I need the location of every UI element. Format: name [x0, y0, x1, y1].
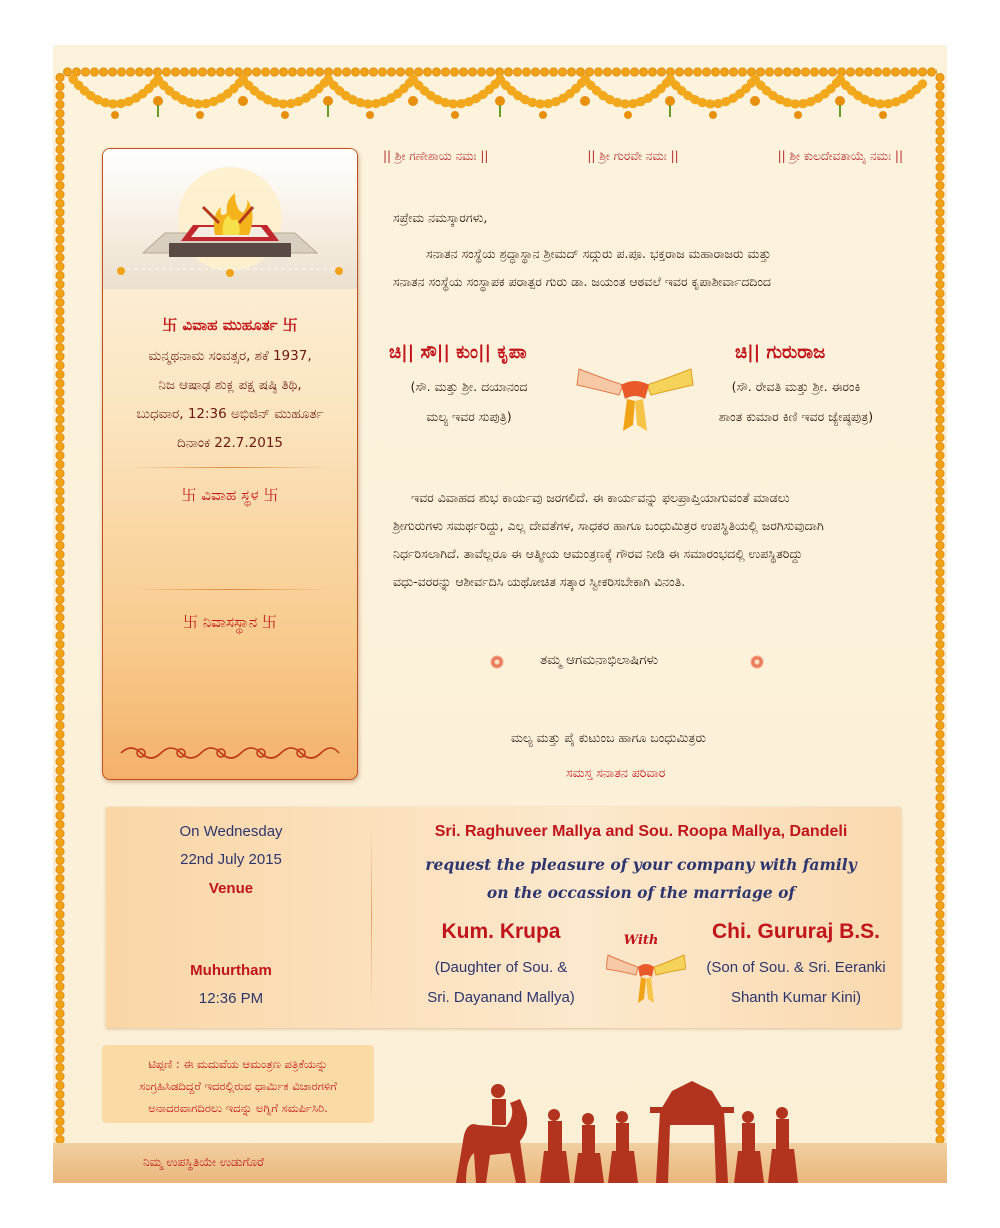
flower-icon: [750, 655, 764, 669]
wedding-knot-icon: [575, 355, 695, 435]
groom-parents-line: Shanth Kumar Kini): [730, 989, 862, 1006]
havan-fire-icon: [103, 149, 357, 289]
marigold-garland-icon: [63, 71, 937, 151]
note-line: ಅನಾದರವಾಗದಿರಲು ಇದನ್ನು ಅಗ್ನಿಗೆ ಸಮರ್ಪಿಸಿರಿ.: [148, 1101, 328, 1115]
note-box: [102, 1045, 374, 1123]
divider: [131, 589, 329, 590]
regards-line: ತಮ್ಮ ಆಗಮನಾಭಿಲಾಷಿಗಳು: [540, 652, 659, 668]
body-line: ಶ್ರೀಗುರುಗಳು ಸಮರ್ಥರಿದ್ದು, ಎಲ್ಲ ದೇವತೆಗಳ, ಸಾಧಕರ ಹಾಗೂ ಬಂಧುಮಿತ್ರರ ಉಪಸ್ಥಿತಿಯಲ್ಲಿ ಜರಗಿಸುವುದಾಗಿ: [393, 518, 824, 533]
english-panel: [106, 807, 901, 1028]
groom-name: Chi. Gururaj B.S.: [711, 920, 881, 943]
muhurta-line: ಮನ್ಮಥನಾಮ ಸಂವತ್ಸರ, ಶಕೆ 1937,: [148, 348, 312, 364]
event-day: On Wednesday: [179, 823, 283, 840]
bride-name: Kum. Krupa: [441, 920, 561, 943]
bride-parents-line: (Daughter of Sou. &: [434, 959, 568, 976]
venue-heading: 卐 ವಿವಾಹ ಸ್ಥಳ 卐: [181, 486, 279, 504]
wedding-knot-icon: [606, 947, 686, 1007]
request-line: request the pleasure of your company with family: [425, 855, 857, 874]
muhurta-date: ದಿನಾಂಕ 22.7.2015: [176, 435, 284, 451]
divider: [371, 827, 372, 1007]
request-line: on the occassion of the marriage of: [486, 883, 796, 902]
mantra-guru: || ಶ್ರೀ ಗುರವೇ ನಮಃ ||: [587, 149, 679, 163]
havan-kund-illustration: [103, 149, 357, 289]
groom-name-kannada: ಚಿ|| ಗುರುರಾಜ: [735, 342, 826, 363]
residence-heading: 卐 ನಿವಾಸಸ್ಥಾನ 卐: [183, 613, 277, 631]
marigold-border-left: [55, 73, 65, 1163]
bride-parents-line: Sri. Dayanand Mallya): [427, 989, 575, 1006]
muhurta-line: ಬುಧವಾರ, 12:36 ಅಭಿಜಿನ್ ಮುಹೂರ್ತ: [136, 406, 324, 422]
blessing-line: ಸನಾತನ ಸಂಸ್ಥೆಯ ಸಂಸ್ಥಾಪಕ ಪರಾತ್ಪರ ಗುರು ಡಾ. ಜಯಂತ ಆಠವಲೆ ಇವರ ಕೃಪಾಶೀರ್ವಾದದಿಂದ: [393, 274, 771, 289]
family-line: ಮಲ್ಯ ಮತ್ತು ಪೈ ಕುಟುಂಬ ಹಾಗೂ ಬಂಧುಮಿತ್ರರು: [511, 730, 707, 745]
bride-parents-line: (ಸೌ. ಮತ್ತು ಶ್ರೀ. ದಯಾನಂದ: [410, 379, 528, 394]
muhurtham-label: Muhurtham: [190, 962, 272, 979]
muhurta-line: ನಿಜ ಆಷಾಢ ಶುಕ್ಲ ಪಕ್ಷ ಷಷ್ಠಿ ತಿಥಿ,: [158, 377, 302, 393]
body-line: ಇವರ ವಿವಾಹದ ಶುಭ ಕಾರ್ಯವು ಜರಗಲಿದೆ. ಈ ಕಾರ್ಯವನ್ನು ಫಲಪ್ರಾಪ್ತಿಯಾಗುವಂತೆ ಮಾಡಲು: [411, 490, 790, 505]
invitation-card: [53, 45, 947, 1183]
with-label: With: [623, 933, 659, 948]
note-line: ಸಂಗ್ರಹಿಸಿಡದಿದ್ದರೆ ಇದರಲ್ಲಿರುವ ಧಾರ್ಮಿಕ ವಿಚಾರಗಳಿಗೆ: [139, 1079, 337, 1093]
marigold-border-right: [935, 73, 945, 1163]
muhurta-panel: [102, 148, 358, 780]
hosts-line: Sri. Raghuveer Mallya and Sou. Roopa Mallya, Dandeli: [434, 823, 848, 840]
footer-text: ನಿಮ್ಮ ಉಪಸ್ಥಿತಿಯೇ ಉಡುಗೊರೆ: [143, 1155, 264, 1169]
mantra-row: [383, 149, 903, 164]
groom-parents-line: (Son of Sou. & Sri. Eeranki: [706, 959, 886, 976]
flower-icon: [490, 655, 504, 669]
body-line: ನಿರ್ಧರಿಸಲಾಗಿದೆ. ತಾವೆಲ್ಲರೂ ಈ ಆತ್ಮೀಯ ಆಮಂತ್ರಣಕ್ಕೆ ಗೌರವ ನೀಡಿ ಈ ಸಮಾರಂಭದಲ್ಲಿ ಉಪಸ್ಥಿತರಿದ್ದು: [393, 546, 803, 561]
note-line: ಟಿಪ್ಪಣಿ : ಈ ಮದುವೆಯ ಆಮಂತ್ರಣ ಪತ್ರಿಕೆಯನ್ನು: [148, 1057, 328, 1071]
venue-label: Venue: [208, 880, 254, 897]
event-date: 22nd July 2015: [180, 851, 282, 868]
mantra-kuladevata: || ಶ್ರೀ ಕುಲದೇವತಾಯೈ ನಮಃ ||: [777, 149, 903, 163]
groom-parents-line: (ಸೌ. ರೇವತಿ ಮತ್ತು ಶ್ರೀ. ಈರಂಕಿ: [731, 379, 861, 394]
greeting: ಸಪ್ರೇಮ ನಮಸ್ಕಾರಗಳು,: [393, 210, 488, 225]
muhurta-heading: 卐 ವಿವಾಹ ಮುಹೂರ್ತ 卐: [162, 316, 298, 334]
note-text: [102, 1053, 374, 1119]
wedding-procession-icon: [446, 1055, 816, 1183]
bride-name-kannada: ಚಿ|| ಸೌ|| ಕುಂ|| ಕೃಪಾ: [389, 342, 527, 363]
bride-parents-line: ಮಲ್ಯ ಇವರ ಸುಪುತ್ರಿ): [426, 409, 512, 424]
mantra-ganesha: || ಶ್ರೀ ಗಣೇಶಾಯ ನಮಃ ||: [383, 149, 489, 163]
body-line: ವಧು-ವರರನ್ನು ಆಶೀರ್ವದಿಸಿ ಯಥೋಚಿತ ಸತ್ಕಾರ ಸ್ವೀಕರಿಸಬೇಕಾಗಿ ವಿನಂತಿ.: [393, 574, 686, 589]
muhurtham-time: 12:36 PM: [198, 990, 264, 1007]
divider: [131, 467, 329, 468]
organisation-line: ಸಮಸ್ತ ಸನಾತನ ಪರಿವಾರ: [566, 765, 666, 780]
scroll-ornament-icon: [117, 741, 343, 765]
blessing-line: ಸನಾತನ ಸಂಸ್ಥೆಯ ಶ್ರದ್ಧಾಸ್ಥಾನ ಶ್ರೀಮದ್ ಸದ್ಗುರು ಪ.ಪೂ. ಭಕ್ತರಾಜ ಮಹಾರಾಜರು ಮತ್ತು: [426, 246, 772, 261]
groom-parents-line: ಶಾಂತ ಕುಮಾರ ಕಿಣಿ ಇವರ ಜ್ಯೇಷ್ಠಪುತ್ರ): [718, 409, 874, 424]
